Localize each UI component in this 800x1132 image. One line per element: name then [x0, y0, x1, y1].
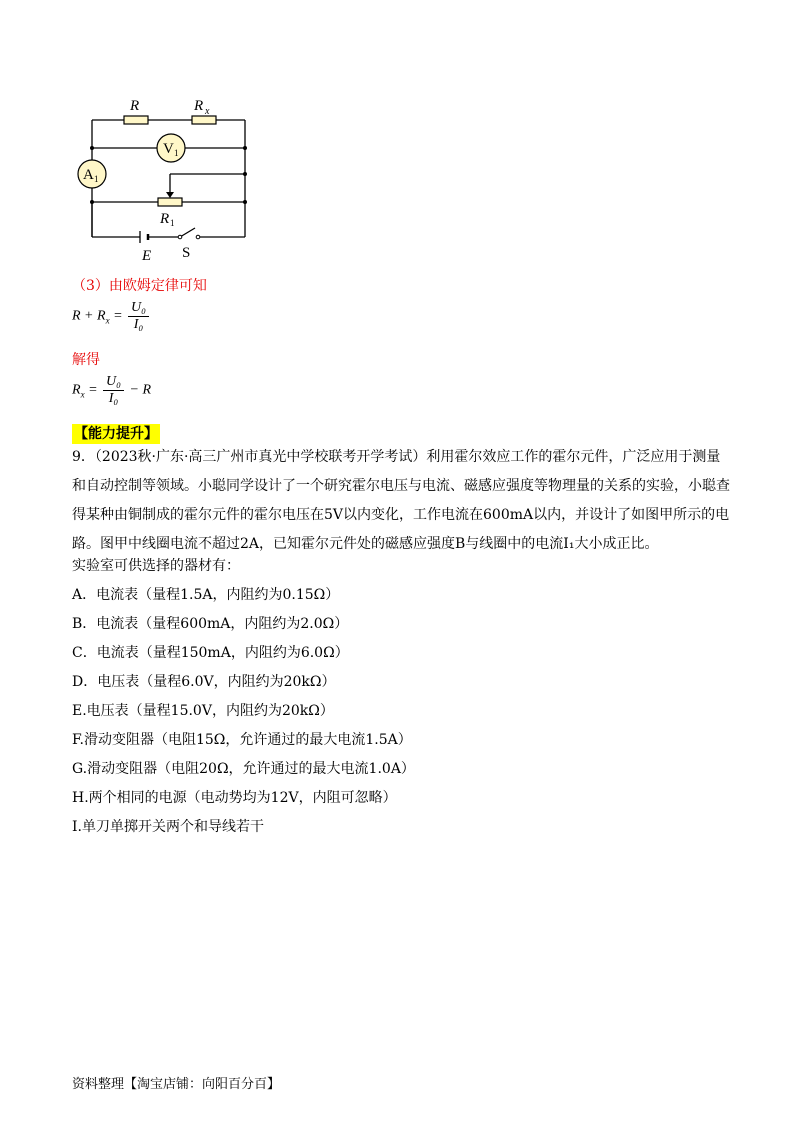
label-r1-sub: 1 [170, 218, 175, 228]
label-r: R [130, 98, 140, 114]
formula2-left-sub: x [80, 389, 85, 400]
formula1-left: R + R [72, 308, 106, 324]
formula1-numerator: U₀ [128, 300, 149, 317]
circuit-diagram [70, 92, 260, 267]
label-v1-sub: 1 [174, 148, 179, 158]
resistor-r1 [158, 198, 182, 206]
page-footer: 资料整理【淘宝店铺：向阳百分百】 [72, 1077, 281, 1092]
formula2-denominator: I₀ [108, 391, 119, 406]
label-rx-sub: x [205, 106, 210, 117]
option-b: B．电流表（量程600mA，内阻约为2.0Ω） [72, 616, 349, 632]
label-a1: A [83, 167, 94, 183]
formula2-numerator: U₀ [103, 374, 124, 391]
resistor-r [124, 116, 148, 124]
formula1-fraction [128, 300, 149, 333]
question-text: 9．（2023秋·广东·高三广州市真光中学校联考开学考试）利用霍尔效应工作的霍尔元件，广泛应用于测量和自动控制等领域。小聪同学设计了一个研究霍尔电压与电流、磁感应强度等物理量的关系的实验，小聪查得某种由铜制成的霍尔元件的霍尔电压在5V以内变化，工作电流在600mA以内，并设计了如图甲所示的电路。图甲中线圈电流不超过2A，已知霍尔元件处的磁感应强度B与线圈中的电流I₁大小成正比。 [72, 449, 730, 552]
option-e: E.电压表（量程15.0V，内阻约为20kΩ） [72, 703, 334, 719]
formula1-denominator: I₀ [133, 317, 144, 332]
label-rx: R [194, 98, 204, 114]
formula-ohm-law [72, 300, 151, 333]
materials-intro: 实验室可供选择的器材有： [72, 558, 240, 574]
option-g: G.滑动变阻器（电阻20Ω，允许通过的最大电流1.0A） [72, 761, 415, 777]
formula-result [72, 374, 151, 407]
option-i: I.单刀单掷开关两个和导线若干 [72, 819, 264, 835]
formula2-left: R [72, 382, 81, 398]
formula2-fraction [103, 374, 124, 407]
option-c: C．电流表（量程150mA，内阻约为6.0Ω） [72, 645, 349, 661]
label-v1: V [163, 141, 174, 157]
formula2-eq: = [84, 382, 102, 398]
formula1-eq: = [109, 308, 127, 324]
section-tag: 【能力提升】 [74, 426, 158, 442]
resistor-rx [192, 116, 216, 124]
label-a1-sub: 1 [94, 174, 99, 184]
solution-jiede: 解得 [72, 352, 100, 368]
option-f: F.滑动变阻器（电阻15Ω，允许通过的最大电流1.5A） [72, 732, 412, 748]
option-a: A．电流表（量程1.5A，内阻约为0.15Ω） [72, 587, 340, 603]
option-h: H.两个相同的电源（电动势均为12V，内阻可忽略） [72, 790, 397, 806]
label-s: S [182, 245, 191, 261]
formula2-tail: − R [126, 382, 151, 398]
label-r1: R [160, 211, 170, 227]
solution-step-3: （3）由欧姆定律可知 [72, 278, 207, 294]
label-e: E [142, 248, 152, 264]
formula1-left-sub: x [105, 315, 110, 326]
option-d: D．电压表（量程6.0V，内阻约为20kΩ） [72, 674, 336, 690]
